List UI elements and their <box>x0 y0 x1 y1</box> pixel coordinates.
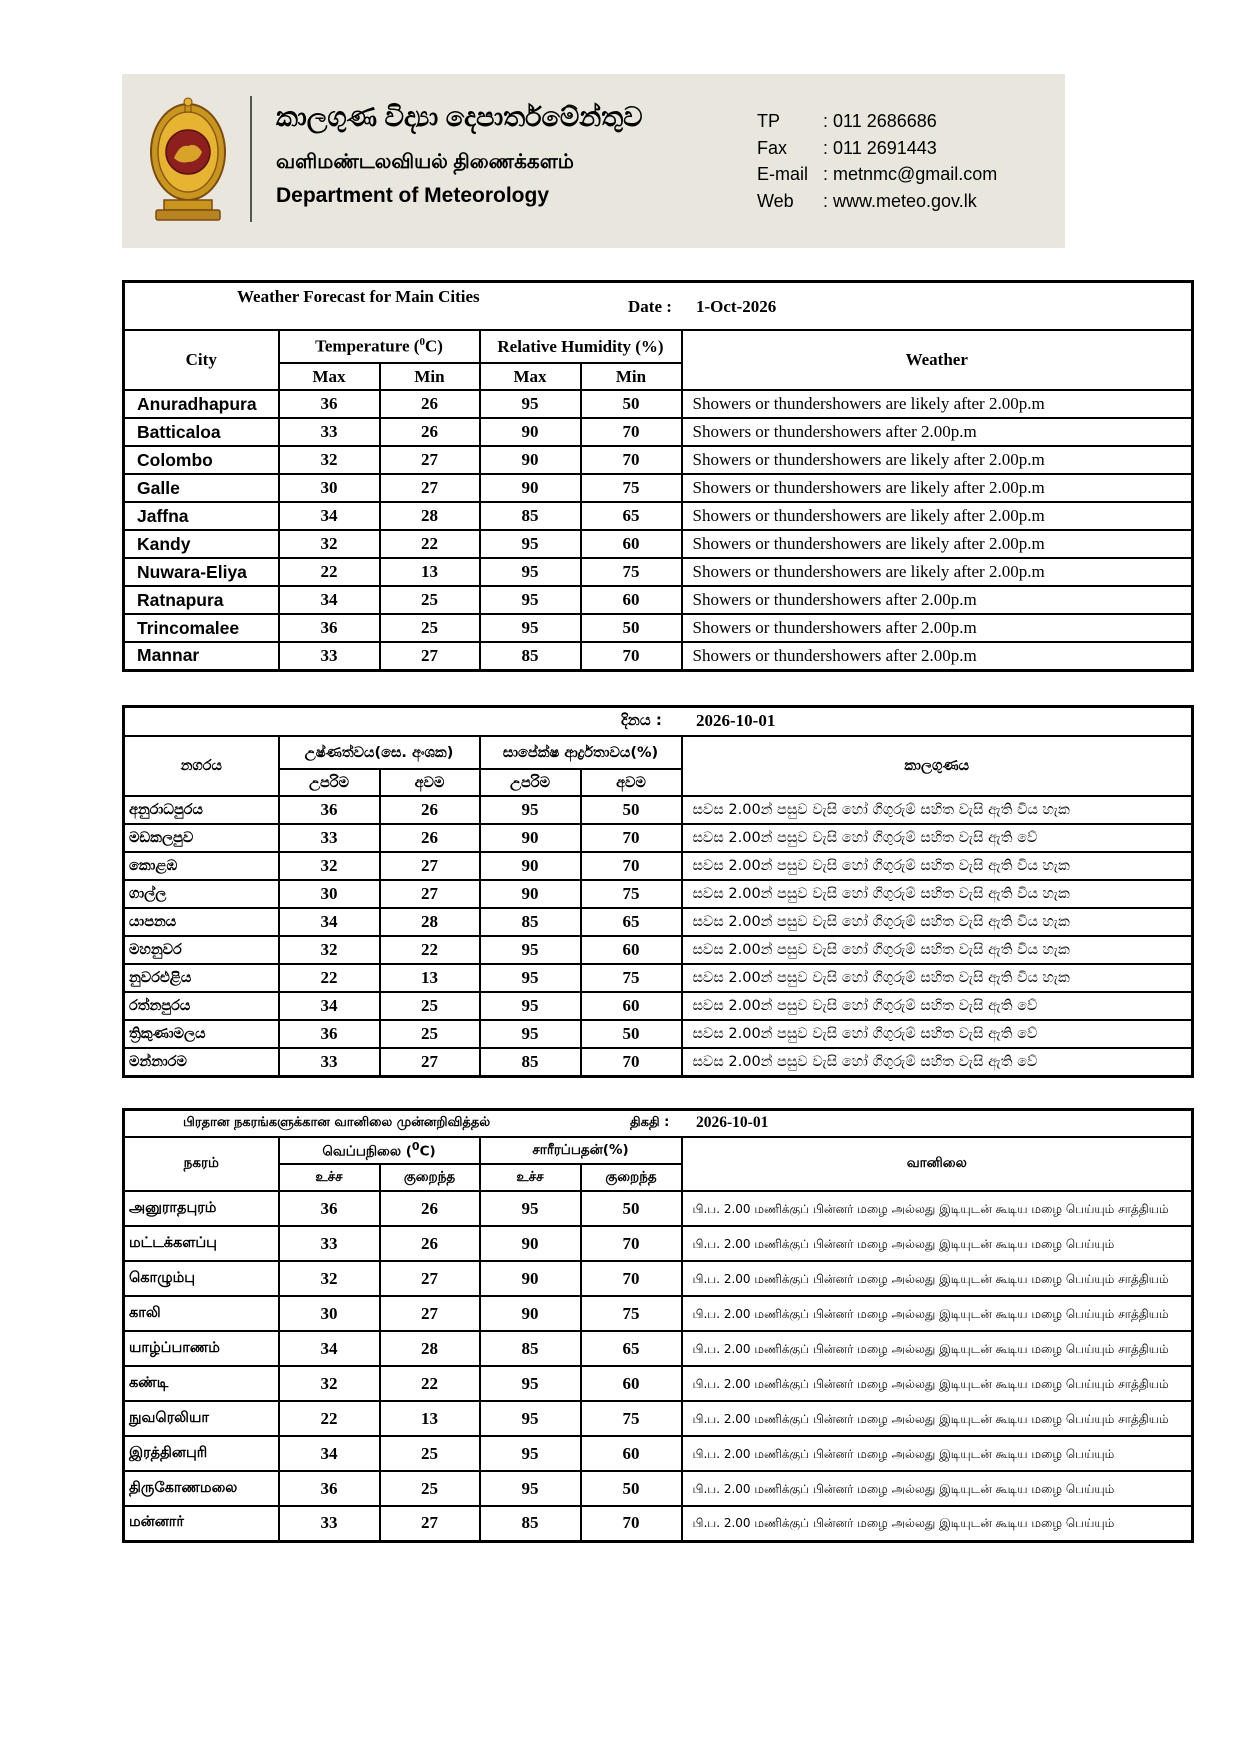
temp-max-cell: 33 <box>279 824 380 852</box>
table-row <box>124 446 1193 474</box>
temp-min-cell: 28 <box>380 908 480 936</box>
rh-min-cell: 70 <box>581 852 682 880</box>
temp-min-cell: 27 <box>380 1506 480 1541</box>
weather-cell: සවස 2.00න් පසුව වැසි හෝ ගිගුරුම් සහිත වැසි ඇති වේ <box>682 992 1193 1020</box>
city-cell: காலி <box>124 1296 279 1331</box>
rh-max-cell: 95 <box>480 992 581 1020</box>
temp-max-cell: 33 <box>279 1506 380 1541</box>
temp-max-cell: 30 <box>279 880 380 908</box>
city-cell: Batticaloa <box>124 418 279 446</box>
table-row <box>124 614 1193 642</box>
city-cell: Jaffna <box>124 502 279 530</box>
rh-min-cell: 60 <box>581 992 682 1020</box>
sinhala-rows <box>124 796 1193 1076</box>
org-name-english: Department of Meteorology <box>276 184 550 207</box>
rh-max-cell: 90 <box>480 852 581 880</box>
date-label: දිනය : <box>621 711 662 729</box>
temp-max-cell: 32 <box>279 852 380 880</box>
temp-max-cell: 36 <box>279 1191 380 1226</box>
date-label: திகதி : <box>630 1115 670 1130</box>
org-name-sinhala: කාලගුණ විද්‍යා දෙපාර්තමේන්තුව <box>276 102 643 132</box>
rh-min-cell: 60 <box>581 1436 682 1471</box>
table-row <box>124 418 1193 446</box>
temp-max-cell: 33 <box>279 642 380 670</box>
weather-cell: பி.ப. 2.00 மணிக்குப் பின்னர் மழை அல்லது இடியுடன் கூடிய மழை பெய்யும் சாத்தியம் <box>682 1401 1193 1436</box>
weather-cell: Showers or thundershowers are likely after 2.00p.m <box>682 390 1193 418</box>
col-header-weather: வானிலை <box>682 1137 1193 1191</box>
table-row <box>124 530 1193 558</box>
header-divider <box>250 96 252 222</box>
col-header-humidity: Relative Humidity (%) <box>480 330 682 363</box>
temp-min-cell: 27 <box>380 1296 480 1331</box>
temp-min-cell: 22 <box>380 936 480 964</box>
weather-cell: සවස 2.00න් පසුව වැසි හෝ ගිගුරුම් සහිත වැසි ඇති වේ <box>682 1048 1193 1076</box>
forecast-table-english <box>122 280 1194 672</box>
sri-lanka-emblem-icon <box>146 96 230 224</box>
rh-min-cell: 50 <box>581 1471 682 1506</box>
table-title: Weather Forecast for Main Cities <box>237 287 480 306</box>
table-row <box>124 1296 1193 1331</box>
col-header-rh-min: Min <box>581 363 682 390</box>
table-row <box>124 1226 1193 1261</box>
temp-max-cell: 32 <box>279 936 380 964</box>
rh-max-cell: 95 <box>480 530 581 558</box>
weather-cell: සවස 2.00න් පසුව වැසි හෝ ගිගුරුම් සහිත වැසි ඇති විය හැක <box>682 796 1193 824</box>
col-header-temperature: උෂ්ණත්වය(සෙ. අංශක) <box>279 736 480 769</box>
temp-max-cell: 36 <box>279 1471 380 1506</box>
table-row <box>124 1401 1193 1436</box>
temp-min-cell: 27 <box>380 446 480 474</box>
col-header-humidity: සාපේක්ෂ ආර්ද්‍රතාවය(%) <box>480 736 682 769</box>
rh-min-cell: 70 <box>581 1048 682 1076</box>
city-cell: Colombo <box>124 446 279 474</box>
rh-min-cell: 50 <box>581 1020 682 1048</box>
rh-max-cell: 95 <box>480 936 581 964</box>
col-header-weather: කාලගුණය <box>682 736 1193 796</box>
rh-min-cell: 75 <box>581 474 682 502</box>
temp-max-cell: 22 <box>279 1401 380 1436</box>
weather-cell: සවස 2.00න් පසුව වැසි හෝ ගිගුරුම් සහිත වැසි ඇති වේ <box>682 1020 1193 1048</box>
rh-min-cell: 65 <box>581 908 682 936</box>
weather-cell: பி.ப. 2.00 மணிக்குப் பின்னர் மழை அல்லது இடியுடன் கூடிய மழை பெய்யும் சாத்தியம் <box>682 1261 1193 1296</box>
rh-max-cell: 85 <box>480 1331 581 1366</box>
city-cell: இரத்தினபுரி <box>124 1436 279 1471</box>
table-row <box>124 1191 1193 1226</box>
city-cell: திருகோணமலை <box>124 1471 279 1506</box>
city-cell: கொழும்பு <box>124 1261 279 1296</box>
temp-min-cell: 27 <box>380 474 480 502</box>
weather-cell: සවස 2.00න් පසුව වැසි හෝ ගිගුරුම් සහිත වැසි ඇති වේ <box>682 824 1193 852</box>
city-cell: Trincomalee <box>124 614 279 642</box>
col-header-rh-min: අවම <box>581 769 682 796</box>
contact-email: E-mail : metnmc@gmail.com <box>757 164 998 184</box>
city-cell: யாழ்ப்பாணம் <box>124 1331 279 1366</box>
date-value: 2026-10-01 <box>696 1114 769 1131</box>
rh-max-cell: 90 <box>480 1261 581 1296</box>
table-row <box>124 502 1193 530</box>
weather-cell: பி.ப. 2.00 மணிக்குப் பின்னர் மழை அல்லது இடியுடன் கூடிய மழை பெய்யும் சாத்தியம் <box>682 1191 1193 1226</box>
city-cell: මන්නාරම <box>124 1048 279 1076</box>
rh-max-cell: 95 <box>480 614 581 642</box>
temp-max-cell: 32 <box>279 530 380 558</box>
temp-max-cell: 34 <box>279 1331 380 1366</box>
rh-min-cell: 70 <box>581 824 682 852</box>
rh-min-cell: 70 <box>581 1261 682 1296</box>
weather-cell: பி.ப. 2.00 மணிக்குப் பின்னர் மழை அல்லது இடியுடன் கூடிய மழை பெய்யும் <box>682 1226 1193 1261</box>
weather-cell: Showers or thundershowers after 2.00p.m <box>682 586 1193 614</box>
temp-min-cell: 13 <box>380 558 480 586</box>
temp-min-cell: 26 <box>380 1191 480 1226</box>
rh-max-cell: 95 <box>480 1366 581 1401</box>
rh-max-cell: 90 <box>480 880 581 908</box>
city-cell: ගාල්ල <box>124 880 279 908</box>
col-header-temp-max: Max <box>279 363 380 390</box>
col-header-city: நகரம் <box>124 1137 279 1191</box>
table-title-row <box>124 1110 1193 1138</box>
col-header-rh-max: உச்ச <box>480 1164 581 1191</box>
temp-min-cell: 22 <box>380 530 480 558</box>
table-row <box>124 1048 1193 1076</box>
weather-cell: Showers or thundershowers are likely after 2.00p.m <box>682 502 1193 530</box>
temp-min-cell: 25 <box>380 1436 480 1471</box>
table-row <box>124 796 1193 824</box>
rh-min-cell: 50 <box>581 1191 682 1226</box>
rh-max-cell: 85 <box>480 1048 581 1076</box>
temp-min-cell: 25 <box>380 992 480 1020</box>
temp-min-cell: 25 <box>380 614 480 642</box>
rh-min-cell: 60 <box>581 936 682 964</box>
city-cell: මහනුවර <box>124 936 279 964</box>
table-row <box>124 642 1193 670</box>
rh-max-cell: 95 <box>480 558 581 586</box>
header-banner <box>122 74 1065 248</box>
city-cell: நுவரெலியா <box>124 1401 279 1436</box>
col-header-rh-max: උපරිම <box>480 769 581 796</box>
temp-max-cell: 34 <box>279 1436 380 1471</box>
col-header-temp-min: අවම <box>380 769 480 796</box>
rh-max-cell: 90 <box>480 418 581 446</box>
rh-max-cell: 90 <box>480 824 581 852</box>
table-row <box>124 1261 1193 1296</box>
col-header-rh-max: Max <box>480 363 581 390</box>
weather-cell: பி.ப. 2.00 மணிக்குப் பின்னர் மழை அல்லது இடியுடன் கூடிய மழை பெய்யும் <box>682 1436 1193 1471</box>
rh-max-cell: 85 <box>480 1506 581 1541</box>
table-row <box>124 1506 1193 1541</box>
temp-max-cell: 30 <box>279 1296 380 1331</box>
city-cell: මඩකලපුව <box>124 824 279 852</box>
city-cell: නුවරඑළිය <box>124 964 279 992</box>
rh-min-cell: 75 <box>581 558 682 586</box>
temp-max-cell: 33 <box>279 1226 380 1261</box>
rh-min-cell: 70 <box>581 1506 682 1541</box>
temp-max-cell: 22 <box>279 964 380 992</box>
table-row <box>124 1331 1193 1366</box>
temp-max-cell: 32 <box>279 446 380 474</box>
temp-min-cell: 13 <box>380 964 480 992</box>
weather-cell: Showers or thundershowers are likely after 2.00p.m <box>682 474 1193 502</box>
col-header-temp-min: குறைந்த <box>380 1164 480 1191</box>
rh-max-cell: 95 <box>480 1436 581 1471</box>
weather-cell: Showers or thundershowers after 2.00p.m <box>682 614 1193 642</box>
table-row <box>124 558 1193 586</box>
temp-min-cell: 22 <box>380 1366 480 1401</box>
rh-min-cell: 70 <box>581 446 682 474</box>
city-cell: அனுராதபுரம் <box>124 1191 279 1226</box>
date-label: Date : <box>628 297 672 316</box>
table-title-row <box>124 707 1193 737</box>
english-rows <box>124 390 1193 670</box>
rh-min-cell: 65 <box>581 502 682 530</box>
table-row <box>124 390 1193 418</box>
table-row <box>124 1436 1193 1471</box>
temp-max-cell: 34 <box>279 908 380 936</box>
weather-cell: සවස 2.00න් පසුව වැසි හෝ ගිගුරුම් සහිත වැසි ඇති විය හැක <box>682 964 1193 992</box>
rh-min-cell: 50 <box>581 796 682 824</box>
temp-max-cell: 32 <box>279 1366 380 1401</box>
city-cell: රත්නපුරය <box>124 992 279 1020</box>
weather-cell: සවස 2.00න් පසුව වැසි හෝ ගිගුරුම් සහිත වැසි ඇති විය හැක <box>682 936 1193 964</box>
contact-fax: Fax : 011 2691443 <box>757 137 937 158</box>
weather-cell: Showers or thundershowers are likely after 2.00p.m <box>682 530 1193 558</box>
temp-min-cell: 27 <box>380 1048 480 1076</box>
forecast-table-sinhala <box>122 705 1194 1078</box>
city-cell: යාපනය <box>124 908 279 936</box>
temp-min-cell: 28 <box>380 502 480 530</box>
temp-max-cell: 36 <box>279 390 380 418</box>
rh-max-cell: 95 <box>480 390 581 418</box>
table-row <box>124 992 1193 1020</box>
city-cell: Galle <box>124 474 279 502</box>
temp-min-cell: 25 <box>380 1020 480 1048</box>
contact-tp: TP : 011 2686686 <box>757 111 937 131</box>
temp-min-cell: 27 <box>380 1261 480 1296</box>
temp-max-cell: 36 <box>279 1020 380 1048</box>
table-row <box>124 1020 1193 1048</box>
rh-min-cell: 75 <box>581 964 682 992</box>
weather-cell: Showers or thundershowers after 2.00p.m <box>682 642 1193 670</box>
table-row <box>124 964 1193 992</box>
weather-cell: සවස 2.00න් පසුව වැසි හෝ ගිගුරුම් සහිත වැසි ඇති විය හැක <box>682 908 1193 936</box>
temp-max-cell: 34 <box>279 992 380 1020</box>
weather-cell: Showers or thundershowers after 2.00p.m <box>682 418 1193 446</box>
temp-min-cell: 26 <box>380 1226 480 1261</box>
temp-min-cell: 27 <box>380 642 480 670</box>
rh-max-cell: 90 <box>480 1226 581 1261</box>
weather-cell: Showers or thundershowers are likely after 2.00p.m <box>682 558 1193 586</box>
date-value: 1-Oct-2026 <box>696 297 777 316</box>
org-name-tamil: வளிமண்டலவியல் திணைக்களம் <box>276 151 574 173</box>
rh-max-cell: 85 <box>480 502 581 530</box>
temp-min-cell: 26 <box>380 796 480 824</box>
rh-max-cell: 90 <box>480 474 581 502</box>
table-row <box>124 474 1193 502</box>
rh-min-cell: 70 <box>581 642 682 670</box>
table-title-row <box>124 282 1193 331</box>
table-row <box>124 1366 1193 1401</box>
rh-min-cell: 60 <box>581 1366 682 1401</box>
table-row <box>124 908 1193 936</box>
rh-max-cell: 95 <box>480 586 581 614</box>
rh-max-cell: 95 <box>480 796 581 824</box>
table-row <box>124 1471 1193 1506</box>
table-row <box>124 586 1193 614</box>
temp-min-cell: 26 <box>380 390 480 418</box>
rh-max-cell: 95 <box>480 1401 581 1436</box>
temp-min-cell: 28 <box>380 1331 480 1366</box>
rh-max-cell: 95 <box>480 964 581 992</box>
col-header-city: නගරය <box>124 736 279 796</box>
rh-min-cell: 50 <box>581 390 682 418</box>
temp-min-cell: 26 <box>380 824 480 852</box>
rh-min-cell: 65 <box>581 1331 682 1366</box>
col-header-temp-max: உச்ச <box>279 1164 380 1191</box>
col-header-humidity: சாரீரப்பதன்(%) <box>480 1137 682 1164</box>
rh-max-cell: 95 <box>480 1191 581 1226</box>
col-header-city: City <box>124 330 279 390</box>
rh-min-cell: 70 <box>581 1226 682 1261</box>
weather-cell: பி.ப. 2.00 மணிக்குப் பின்னர் மழை அல்லது இடியுடன் கூடிய மழை பெய்யும் சாத்தியம் <box>682 1296 1193 1331</box>
city-cell: Anuradhapura <box>124 390 279 418</box>
temp-max-cell: 30 <box>279 474 380 502</box>
temp-min-cell: 13 <box>380 1401 480 1436</box>
col-header-temp-min: Min <box>380 363 480 390</box>
city-cell: Kandy <box>124 530 279 558</box>
city-cell: மன்னார் <box>124 1506 279 1541</box>
col-header-temp-max: උපරිම <box>279 769 380 796</box>
city-cell: කොළඹ <box>124 852 279 880</box>
table-row <box>124 936 1193 964</box>
rh-min-cell: 70 <box>581 418 682 446</box>
temp-max-cell: 34 <box>279 586 380 614</box>
rh-min-cell: 75 <box>581 1296 682 1331</box>
weather-cell: பி.ப. 2.00 மணிக்குப் பின்னர் மழை அல்லது இடியுடன் கூடிய மழை பெய்யும் சாத்தியம் <box>682 1366 1193 1401</box>
contact-info <box>757 108 997 214</box>
rh-max-cell: 85 <box>480 642 581 670</box>
city-cell: கண்டி <box>124 1366 279 1401</box>
table-row <box>124 880 1193 908</box>
col-header-temperature: Temperature ($^0$C) <box>279 330 480 363</box>
weather-cell: பி.ப. 2.00 மணிக்குப் பின்னர் மழை அல்லது இடியுடன் கூடிய மழை பெய்யும் <box>682 1471 1193 1506</box>
rh-max-cell: 90 <box>480 446 581 474</box>
temp-max-cell: 33 <box>279 418 380 446</box>
city-cell: අනුරාධපුරය <box>124 796 279 824</box>
col-header-weather: Weather <box>682 330 1193 390</box>
weather-cell: பி.ப. 2.00 மணிக்குப் பின்னர் மழை அல்லது இடியுடன் கூடிய மழை பெய்யும் <box>682 1506 1193 1541</box>
temp-max-cell: 22 <box>279 558 380 586</box>
temp-min-cell: 26 <box>380 418 480 446</box>
rh-min-cell: 60 <box>581 530 682 558</box>
temp-min-cell: 27 <box>380 852 480 880</box>
temp-min-cell: 25 <box>380 1471 480 1506</box>
rh-min-cell: 60 <box>581 586 682 614</box>
contact-web: Web : www.meteo.gov.lk <box>757 190 977 211</box>
rh-max-cell: 95 <box>480 1471 581 1506</box>
rh-min-cell: 75 <box>581 880 682 908</box>
weather-cell: Showers or thundershowers are likely after 2.00p.m <box>682 446 1193 474</box>
temp-max-cell: 34 <box>279 502 380 530</box>
forecast-table-tamil <box>122 1108 1194 1543</box>
city-cell: ත්‍රිකුණාමලය <box>124 1020 279 1048</box>
city-cell: Nuwara-Eliya <box>124 558 279 586</box>
rh-max-cell: 95 <box>480 1020 581 1048</box>
rh-min-cell: 50 <box>581 614 682 642</box>
temp-min-cell: 27 <box>380 880 480 908</box>
temp-min-cell: 25 <box>380 586 480 614</box>
temp-max-cell: 36 <box>279 796 380 824</box>
weather-cell: සවස 2.00න් පසුව වැසි හෝ ගිගුරුම් සහිත වැසි ඇති විය හැක <box>682 852 1193 880</box>
rh-min-cell: 75 <box>581 1401 682 1436</box>
table-row <box>124 852 1193 880</box>
col-header-temperature: வெப்பநிலை ($^0$C) <box>279 1137 480 1164</box>
date-value: 2026-10-01 <box>696 711 776 730</box>
temp-max-cell: 32 <box>279 1261 380 1296</box>
tamil-rows <box>124 1191 1193 1541</box>
city-cell: மட்டக்களப்பு <box>124 1226 279 1261</box>
table-row <box>124 824 1193 852</box>
city-cell: Ratnapura <box>124 586 279 614</box>
temp-max-cell: 36 <box>279 614 380 642</box>
weather-cell: பி.ப. 2.00 மணிக்குப் பின்னர் மழை அல்லது இடியுடன் கூடிய மழை பெய்யும் சாத்தியம் <box>682 1331 1193 1366</box>
rh-max-cell: 90 <box>480 1296 581 1331</box>
city-cell: Mannar <box>124 642 279 670</box>
weather-cell: සවස 2.00න් පසුව වැසි හෝ ගිගුරුම් සහිත වැසි ඇති විය හැක <box>682 880 1193 908</box>
temp-max-cell: 33 <box>279 1048 380 1076</box>
table-title: பிரதான நகரங்களுக்கான வானிலை முன்னறிவித்தல் <box>183 1115 491 1130</box>
rh-max-cell: 85 <box>480 908 581 936</box>
col-header-rh-min: குறைந்த <box>581 1164 682 1191</box>
